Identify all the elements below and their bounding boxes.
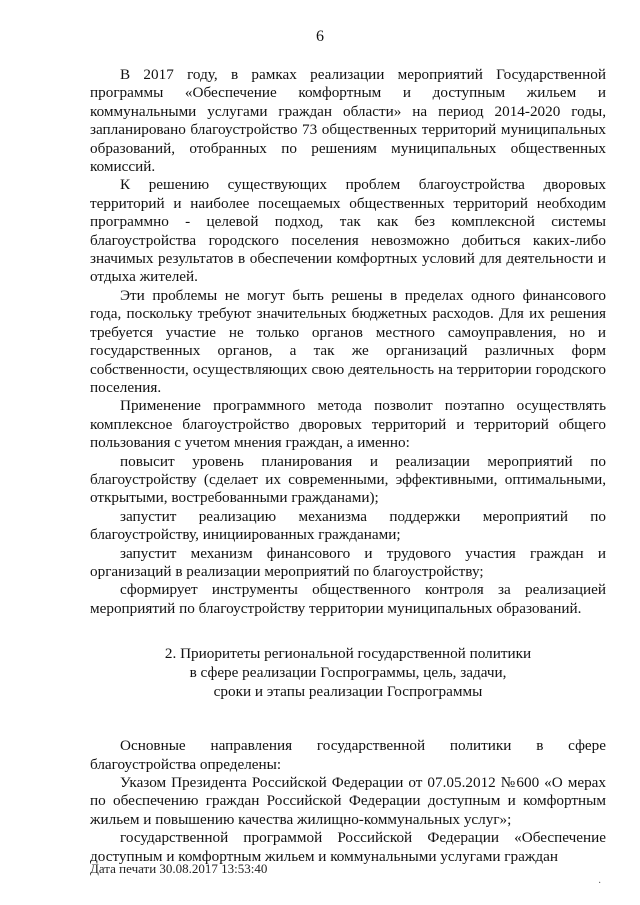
paragraph: В 2017 году, в рамках реализации мероприятий Государственной программы «Обеспечение комфортным и доступным жильем и коммунальными услугами граждан области» на период 2014-2020 годы, запланировано благоустройство 73 общественных территорий муниципальных образований, отобранных по решениям муниципальных общественных комиссий. (90, 66, 606, 176)
print-date-footer: Дата печати 30.08.2017 13:53:40 (90, 861, 268, 876)
paragraph: Основные направления государственной политики в сфере благоустройства определены: (90, 737, 606, 773)
list-item: повысит уровень планирования и реализации мероприятий по благоустройству (сделает их современными, эффективными, оптимальными, открытыми, востребованными гражданами); (90, 452, 606, 507)
paragraph: Эти проблемы не могут быть решены в пределах одного финансового года, поскольку требуют значительных бюджетных расходов. Для их решения требуется участие не только органов местного самоуправления, но и государственных органов, а так же организаций различных форм собственности, осуществляющих свою деятельность на территории городского поселения. (90, 286, 606, 396)
document-body (90, 66, 606, 866)
heading-line: 2. Приоритеты региональной государственной политики (164, 645, 532, 663)
paragraph: Применение программного метода позволит поэтапно осуществлять комплексное благоустройство дворовых территорий и территорий общего пользования с учетом мнения граждан, а именно: (90, 397, 606, 452)
section-heading (90, 644, 606, 701)
heading-line: в сфере реализации Госпрограммы, цель, задачи, (189, 664, 507, 682)
list-item: запустит реализацию механизма поддержки мероприятий по благоустройству, инициированных гражданами; (90, 507, 606, 544)
corner-mark: · (598, 878, 602, 889)
list-item: сформирует инструменты общественного контроля за реализацией мероприятий по благоустройству территории муниципальных образований. (90, 581, 606, 617)
paragraph: Указом Президента Российской Федерации от 07.05.2012 №600 «О мерах по обеспечению граждан Российской Федерации доступным и комфортным жильем и повышению качества жилищно-коммунальных услуг»; (90, 774, 606, 828)
heading-line: сроки и этапы реализации Госпрограммы (213, 683, 483, 701)
list-item: запустит механизм финансового и трудового участия граждан и организаций в реализации мероприятий по благоустройству; (90, 544, 606, 580)
page-number: 6 (316, 28, 324, 45)
paragraph: государственной программой Российской Федерации «Обеспечение доступным и комфортным жильем и коммунальными услугами граждан (90, 829, 606, 865)
paragraph: К решению существующих проблем благоустройства дворовых территорий и наиболее посещаемых общественных территорий необходим программно - целевой подход, так как без комплексной системы благоустройства городского поселения невозможно добиться каких-либо значимых результатов в обеспечении комфортных условий для деятельности и отдыха жителей. (90, 176, 606, 286)
